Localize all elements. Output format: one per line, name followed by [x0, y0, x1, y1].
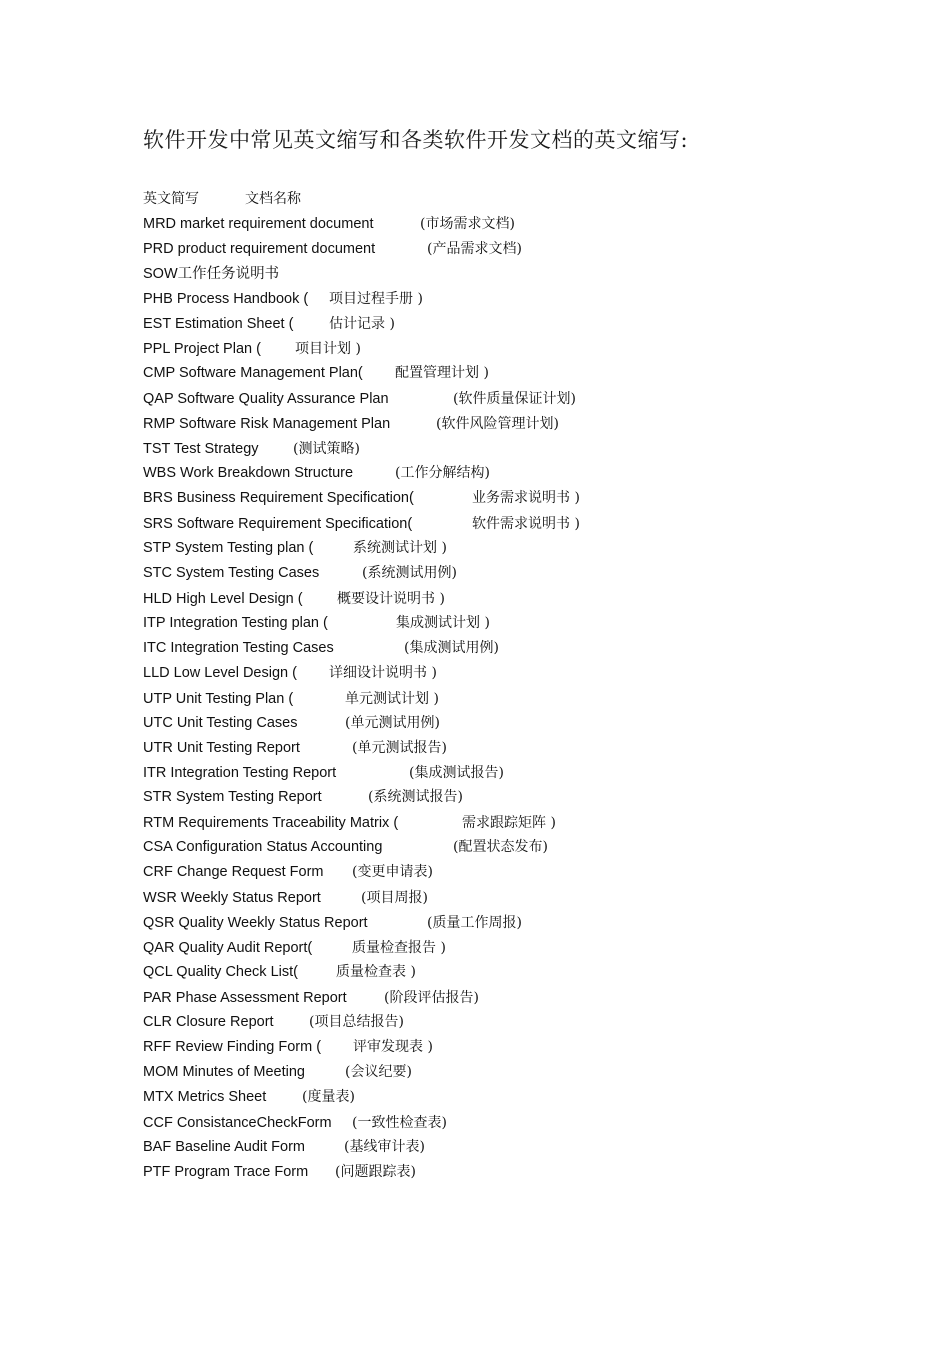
abbreviation-text: CSA Configuration Status Accounting: [143, 839, 383, 855]
abbreviation-text: BAF Baseline Audit Form: [143, 1139, 305, 1155]
document-name-text: 业务需求说明书 ): [472, 490, 580, 506]
abbreviation-text: PAR Phase Assessment Report: [143, 990, 347, 1006]
document-name-text: 详细设计说明书 ): [329, 665, 437, 681]
abbreviation-text: PRD product requirement document: [143, 241, 376, 257]
abbreviation-text: UTR Unit Testing Report: [143, 740, 300, 756]
page-title: 软件开发中常见英文缩写和各类软件开发文档的英文缩写:: [143, 128, 689, 152]
abbr-column-header: 英文简写: [143, 191, 199, 207]
abbreviation-text: SOW工作任务说明书: [143, 266, 280, 282]
abbreviation-text: CRF Change Request Form: [143, 864, 324, 880]
document-name-text: (测试策略): [293, 441, 360, 457]
document-name-text: 需求跟踪矩阵 ): [462, 815, 556, 831]
abbreviation-text: SRS Software Requirement Specification(: [143, 516, 413, 532]
abbreviation-text: QSR Quality Weekly Status Report: [143, 915, 368, 931]
abbreviation-text: CMP Software Management Plan(: [143, 365, 363, 381]
document-name-text: (市场需求文档): [420, 216, 515, 232]
abbreviation-text: UTC Unit Testing Cases: [143, 715, 298, 731]
document-name-text: (度量表): [302, 1089, 355, 1105]
document-name-text: (工作分解结构): [395, 465, 490, 481]
document-name-text: (单元测试用例): [345, 715, 440, 731]
abbreviation-text: EST Estimation Sheet (: [143, 316, 294, 332]
document-name-text: 评审发现表 ): [353, 1039, 433, 1055]
abbreviation-text: ITP Integration Testing plan (: [143, 615, 328, 631]
document-name-text: (质量工作周报): [427, 915, 522, 931]
abbreviation-text: RMP Software Risk Management Plan: [143, 416, 391, 432]
document-name-text: 概要设计说明书 ): [337, 591, 445, 607]
document-name-text: 系统测试计划 ): [353, 540, 447, 556]
document-name-text: 质量检查表 ): [336, 964, 416, 980]
abbreviation-text: CLR Closure Report: [143, 1014, 274, 1030]
abbreviation-text: PPL Project Plan (: [143, 341, 261, 357]
document-name-text: 项目过程手册 ): [329, 291, 423, 307]
abbreviation-text: LLD Low Level Design (: [143, 665, 297, 681]
document-name-text: (阶段评估报告): [384, 990, 479, 1006]
document-name-text: 集成测试计划 ): [396, 615, 490, 631]
document-name-text: (项目总结报告): [309, 1014, 404, 1030]
document-name-text: 估计记录 ): [329, 316, 395, 332]
document-name-text: (问题跟踪表): [335, 1164, 416, 1180]
document-name-text: (配置状态发布): [453, 839, 548, 855]
abbreviation-text: WBS Work Breakdown Structure: [143, 465, 354, 481]
abbreviation-text: WSR Weekly Status Report: [143, 890, 321, 906]
abbreviation-text: QAP Software Quality Assurance Plan: [143, 391, 389, 407]
abbreviation-text: STP System Testing plan (: [143, 540, 314, 556]
abbreviation-text: BRS Business Requirement Specification(: [143, 490, 414, 506]
document-name-text: (一致性检查表): [352, 1115, 447, 1131]
abbreviation-text: ITC Integration Testing Cases: [143, 640, 334, 656]
document-name-text: (软件风险管理计划): [436, 416, 559, 432]
abbreviation-text: QCL Quality Check List(: [143, 964, 298, 980]
abbreviation-text: ITR Integration Testing Report: [143, 765, 337, 781]
document-name-text: 软件需求说明书 ): [472, 516, 580, 532]
document-name-text: (系统测试用例): [362, 565, 457, 581]
abbreviation-text: QAR Quality Audit Report(: [143, 940, 313, 956]
abbreviation-text: RFF Review Finding Form (: [143, 1039, 322, 1055]
abbreviation-text: PHB Process Handbook (: [143, 291, 309, 307]
abbreviation-text: HLD High Level Design (: [143, 591, 303, 607]
document-name-text: (项目周报): [361, 890, 428, 906]
document-name-text: (软件质量保证计划): [453, 391, 576, 407]
name-column-header: 文档名称: [245, 191, 301, 207]
document-name-text: (单元测试报告): [352, 740, 447, 756]
abbreviation-text: UTP Unit Testing Plan (: [143, 691, 294, 707]
abbreviation-text: MTX Metrics Sheet: [143, 1089, 267, 1105]
document-name-text: (集成测试报告): [409, 765, 504, 781]
document-name-text: (产品需求文档): [427, 241, 522, 257]
document-name-text: 单元测试计划 ): [345, 691, 439, 707]
document-name-text: (变更申请表): [352, 864, 433, 880]
document-name-text: (基线审计表): [344, 1139, 425, 1155]
document-name-text: 质量检查报告 ): [352, 940, 446, 956]
document-name-text: 项目计划 ): [295, 341, 361, 357]
abbreviation-text: MRD market requirement document: [143, 216, 374, 232]
abbreviation-text: STR System Testing Report: [143, 789, 322, 805]
abbreviation-text: PTF Program Trace Form: [143, 1164, 309, 1180]
abbreviation-text: RTM Requirements Traceability Matrix (: [143, 815, 399, 831]
abbreviation-text: TST Test Strategy: [143, 441, 259, 457]
abbreviation-text: STC System Testing Cases: [143, 565, 320, 581]
document-name-text: 配置管理计划 ): [395, 365, 489, 381]
document-name-text: (集成测试用例): [404, 640, 499, 656]
abbreviation-text: CCF ConsistanceCheckForm: [143, 1115, 332, 1131]
document-name-text: (系统测试报告): [368, 789, 463, 805]
document-name-text: (会议纪要): [345, 1064, 412, 1080]
abbreviation-text: MOM Minutes of Meeting: [143, 1064, 305, 1080]
